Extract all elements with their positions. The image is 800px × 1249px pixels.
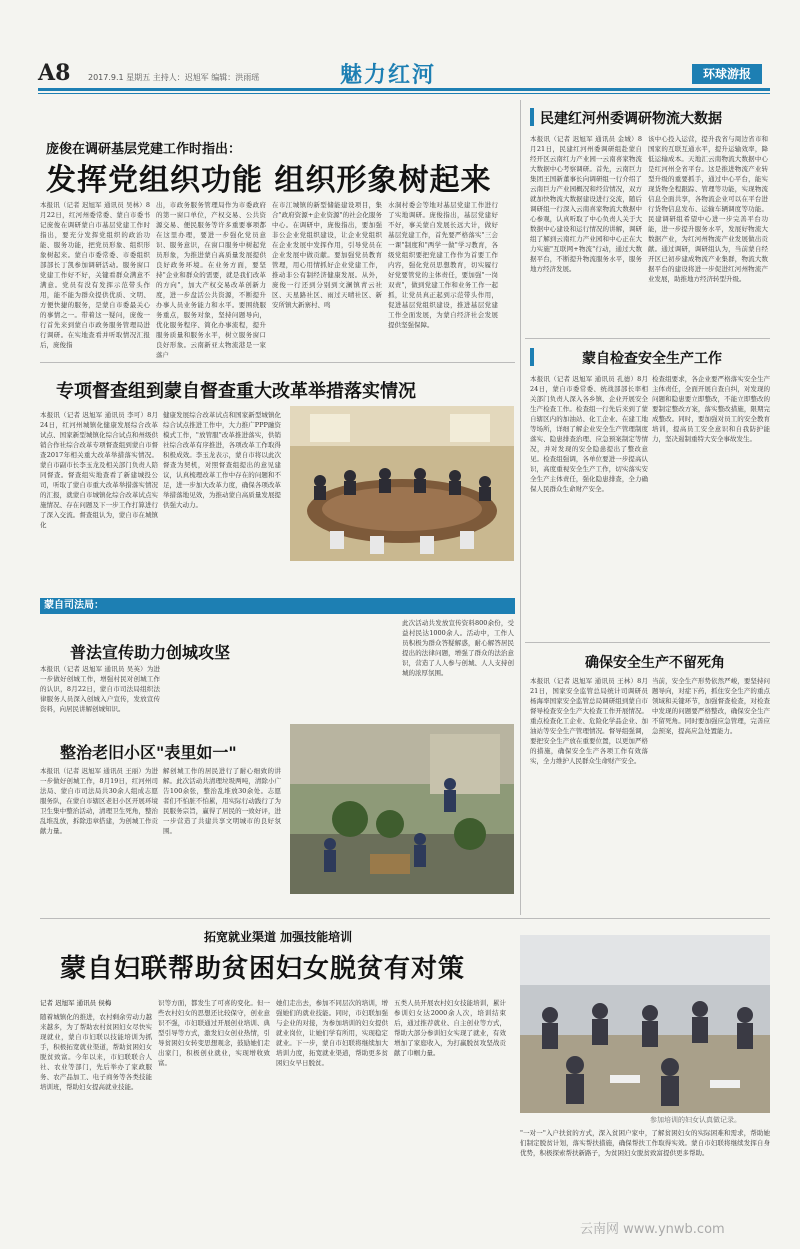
- cleanup-photo: [290, 724, 514, 894]
- story4-col1: 本报讯（记者 迟旭军 通讯员 孔德）8月24日，蒙自市委常委、统战部部长率相关部门负责人深入各乡镇、企业开展安全生产检查工作。检查组一行先后来到了蒙自辖区内的加油站、化工企业、在建工地等场所，详细了解企业安全生产管理制度落实、隐患排查治理、应急预案制定等情况，并对发现的安全隐患提出了整改意见。检查组强调，各单位要进一步提高认识，高度重视安全生产工作，切实落实安全生产主体责任，强化隐患排查，全力确保人民群众生命财产安全。: [530, 375, 648, 493]
- divider-2: [525, 338, 770, 339]
- story3-col1: 本报讯（记者 迟旭军 通讯员 李可）8月24日，红河州城镇化健康发展综合改革试点、国家新型城镇化综合试点和州级供销合作社综合改革专项督查组到蒙自市督查2017年相关重大改革举措落实情况。蒙自市副市长李玉龙及相关部门负责人陪同督查。督查组实地查看了新建城投公司，听取了蒙自市重大改革举措落实情况的汇报，就蒙自市城镇化综合改革试点实施情况、存在问题及下一步工作打算进行了深入交流。督查组认为，蒙自市在城镇化: [40, 411, 158, 529]
- story2-col1: 本报讯（记者 迟旭军 通讯员 金城）8月21日，民建红河州委调研组赴蒙自经开区云南红力产业园一云南喜家物流大数据中心考察调研。首先，云南巨力集团王国新董事长向调研组一行介绍了云南巨力产业园概况和经营情况，双方就加快物流大数据建设进行交流，随后调研组一行深入云南喜家物流大数据中心参观，认真听取了中心负责人关于大数据中心建设和运行情况的讲解，调研组了解到云南红力产业园和中心正在大力实施"互联网+物流"行动，通过大数据平台，不断提升物流服务水平，服务地方经济发展。: [530, 135, 642, 273]
- story1-kicker: 庞俊在调研基层党建工作时指出：: [46, 142, 242, 157]
- story8-col3: 她们走出去，参加不同层次的培训，增强她们的就业技能。同时，市妇联加强与企业的对接，为参加培训的妇女提供就业岗位，让她们学有所用，实现稳定就业。下一步，蒙自市妇联将继续加大培训力度，拓宽就业渠道，帮助更多贫困妇女早日脱贫。: [276, 999, 388, 1067]
- header-rule-thin: [38, 93, 770, 94]
- classroom-photo: [520, 935, 770, 1113]
- classroom-caption: 参加培训的妇女认真做记录。: [650, 1116, 741, 1124]
- story3-col2: 健康发展综合改革试点和国家新型城镇化综合试点推进工作中，大力推广PPP融资模式工作，"放管服"改革推进落实，供销社综合改革有序推进，各项改革工作取得积极成效。李玉龙表示，蒙自市将以此次督查为契机，对照督查组提出的意见建议，认真梳理改革工作中存在的问题和不足，进一步加大改革力度，确保各项改革举措落地见效，为推动蒙自高质量发展提供强大动力。: [163, 411, 281, 509]
- story3-headline: 专项督查组到蒙自督查重大改革举措落实情况: [56, 381, 416, 402]
- story6-col1: 本报讯（记者 迟旭军 通讯员 吴英）为进一步做好创城工作，增强村民对创城工作的认识，8月22日，蒙自市司法局组织法律服务人员深入创城入户宣传，发放宣传资料，向居民讲解创城知识。: [40, 665, 160, 713]
- watermark: 云南网 www.ynwb.com: [580, 1222, 725, 1237]
- divider-1: [40, 362, 515, 363]
- story8-byline: 记者 迟旭军 通讯员 侯梅: [40, 999, 112, 1007]
- story1-headline: 发挥党组织功能 组织形象树起来: [46, 163, 492, 198]
- story7-col2: 解创城工作的居民进行了耐心细致的讲解。此次活动共清理垃圾两吨，清除小广告100余张，整治乱堆放30余处。志愿者们不怕脏不怕累，用实际行动践行了为民服务宗旨，赢得了居民的一致好评，进一步营造了共建共享文明城市的良好氛围。: [163, 767, 281, 835]
- story2-col2: 该中心投入运营，提升我省与周边省市和国家的互联互通水平，提升运输效率，降低运输成本。天地汇云南物流大数据中心是红河州全省平台。这是推进物流产业转型升级的重要抓手，通过中心平台，能实现货物全程跟踪、管理等功能，实现物流信息全面共享，各物流企业可以在平台进行货物信息发布、运输车辆调度等功能。民建调研组希望中心进一步完善平台功能，进一步提升服务水平，发展好物流大数据产业，为红河州物流产业发展做出贡献。通过调研，调研组认为，当前蒙自经开区已初步建成物流产业集群，物流大数据平台的建设将进一步促进红河州物流产业发展，助推地方经济转型升级。: [648, 135, 768, 283]
- column-divider: [520, 100, 521, 915]
- story2-accent: [530, 108, 534, 126]
- story6-col2: 此次活动共发放宣传资料800余份，受益村民达1000余人。活动中，工作人员积极为群众答疑解惑，耐心解答居民提出的法律问题，增强了群众的法治意识，营造了人人参与创城、人人支持创城的浓厚氛围。: [402, 619, 514, 677]
- story7-headline: 整治老旧小区"表里如一": [60, 743, 237, 762]
- story5-col1: 本报讯（记者 迟旭军 通讯员 王林）8月21日，国家安全监管总局统计司调研员杨海率国家安全监管总局调研组到蒙自市督导检查安全生产大检查工作开展情况。重点检查化工企业、危险化学品企业、加油站等安全生产管理情况。督导组强调，要把安全生产放在重要位置，以更加严格的措施，确保安全生产各项工作有效落实，全力维护人民群众生命财产安全。: [530, 677, 648, 765]
- meeting-photo: [290, 406, 514, 561]
- story4-headline: 蒙自检查安全生产工作: [582, 351, 722, 367]
- story7-col1: 本报讯（记者 迟旭军 通讯员 王丽）为进一步做好创城工作，8月19日，红河州司法局、蒙自市司法局共30余人组成志愿服务队，在蒙自市辖区老旧小区开展环境卫生集中整治活动，清理卫生死角，整治乱堆乱放，拆除违章搭建，为创城工作贡献力量。: [40, 767, 158, 835]
- section-title: 魅力红河: [340, 63, 437, 88]
- brand-logo: 环球游报: [692, 64, 762, 84]
- story5-col2: 当前，安全生产形势依然严峻，要坚持问题导向，对症下药，抓住安全生产的重点领域和关键环节，加强督查检查，对检查中发现的问题要严格整改，确保安全生产不留死角。同时要加强应急管理，完善应急预案，提高应急处置能力。: [652, 677, 770, 735]
- story6-headline: 普法宣传助力创城攻坚: [70, 643, 231, 662]
- divider-4: [40, 918, 770, 919]
- story8-col2: 识等方面，都发生了可喜的变化。但一些农村妇女的思想还比较保守，创业意识不强，市妇联通过开展创业培训、典型引导等方式，激发妇女创业热情，引导贫困妇女转变思想观念，鼓励她们走出家门，积极创业就业，实现增收致富。: [158, 999, 270, 1067]
- divider-3: [525, 642, 770, 643]
- story4-col2: 检查组要求，各企业要严格落实安全生产主体责任，全面开展自查自纠，对发现的问题和隐患要立即整改，不能立即整改的要制定整改方案，落实整改措施，限期完成整改。同时，要加强对员工的安全教育培训，提高员工安全意识和自我防护能力，坚决遏制重特大安全事故发生。: [652, 375, 770, 443]
- story8-kicker: 拓宽就业渠道 加强技能培训: [204, 930, 353, 944]
- story1-col3: 在市江城镇的新型储能建设项目，集合"政府资源+企业资源"的社会化服务中心。在调研中，庞俊指出，要加强非公企业党组织建设，让企业党组织在企业发展中发挥作用，引导党员在企业发展中做贡献。要加强党员教育管理，用心用情抓好企业党建工作，推动非公有制经济健康发展。从外，庞俊一行还到分别到文澜镇青云社区、天星路社区、雨过天晴社区、新安所镇大新寨村、鸣: [272, 201, 382, 309]
- story1-col2: 出，市政务服务管理局作为市委政府的第一窗口单位，产权交易、公共资源交易、便民服务等许多重要事项都在这里办理，要进一步强化党员意识、服务意识，在窗口服务中树起党员形象，为推进蒙自高质量发展提供良好政务环境。在业务方面，要坚持"企业和群众的需要，就是我们改革的方向"，加大产权交易改革创新力度，进一步盘活公共资源，不断提升办事人员业务能力和水平。要围绕服务重点，服务对象，坚持问题导向，优化服务程序、简化办事流程，提升服务质量和服务水平，树立服务窗口良好形象。云南新亚太物流港是一家落户: [156, 201, 266, 359]
- story8-col5: "一对一"入户扶贫的方式，深入贫困户家中，了解贫困妇女的实际困难和需求，帮助她们制定脱贫计划，落实帮扶措施，确保帮扶工作取得实效。蒙自市妇联将继续发挥自身优势，积极探索帮扶新路子，为贫困妇女脱贫致富提供更多帮助。: [520, 1129, 770, 1157]
- story2-headline: 民建红河州委调研物流大数据: [540, 111, 722, 127]
- header-rule: [38, 88, 770, 91]
- story1-col4: 水洞村委会等地对基层党建工作进行了实地调研。庞俊指出，基层党建好不好，事关蒙自发展长远大计，做好基层党建工作，首先要严格落实"三会一课"制度和"两学一做"学习教育，各级党组织要把党建工作作为首要工作内容，强化党员思想教育，切实履行好党要管党的主体责任，要加强"一岗双责"，做到党建工作和业务工作一起抓，让党员真正起到示范带头作用，促进基层党组织建设，推进基层党建工作全面发展，为蒙自经济社会发展提供坚强保障。: [388, 201, 498, 329]
- story5-headline: 确保安全生产不留死角: [585, 655, 725, 671]
- story8-col4: 五类人员开展农村妇女技能培训，累计参训妇女达2000余人次，培训结束后，通过推荐就业、自主创业等方式，帮助大部分参训妇女实现了就业，有效增加了家庭收入，为打赢脱贫攻坚战贡献了巾帼力量。: [394, 999, 506, 1057]
- section-tag: 蒙自司法局：: [40, 598, 515, 614]
- issue-info: 2017.9.1 星期五 主持人：迟旭军 编辑：洪雨瑶: [88, 73, 260, 82]
- story8-headline: 蒙自妇联帮助贫困妇女脱贫有对策: [60, 954, 466, 984]
- page-number: A8: [38, 60, 71, 86]
- story4-accent: [530, 348, 534, 366]
- story8-col1: 随着城镇化的推进，农村剩余劳动力越来越多，为了帮助农村贫困妇女尽快实现就业，蒙自市妇联以技能培训为抓手，积极拓宽就业渠道，帮助贫困妇女脱贫致富。今年以来，市妇联联合人社、农业等部门，先后举办了家政服务、农产品加工、电子商务等各类技能培训班，帮助妇女提高就业技能。: [40, 1013, 152, 1091]
- story1-col1: 本报讯（记者 迟旭军 通讯员 吴林）8月22日，红河州委常委、蒙自市委书记庞俊在调研蒙自市基层党建工作时指出，要充分发挥党组织的政治功能、服务功能，把党员形象、组织形象树起来。蒙自市委常委、市委组织部部长丁凯参加调研活动。服务窗口党建工作好不好，关键看群众满意不满意。党员有没有发挥示范带头作用，能不能为群众提供优质、文明、方便快捷的服务，是蒙自市委最关心的事情之一。带着这一疑问，庞俊一行首先来到蒙自市政务服务管理局进行调研。在实地查看并听取情况汇报后，庞俊指: [40, 201, 150, 349]
